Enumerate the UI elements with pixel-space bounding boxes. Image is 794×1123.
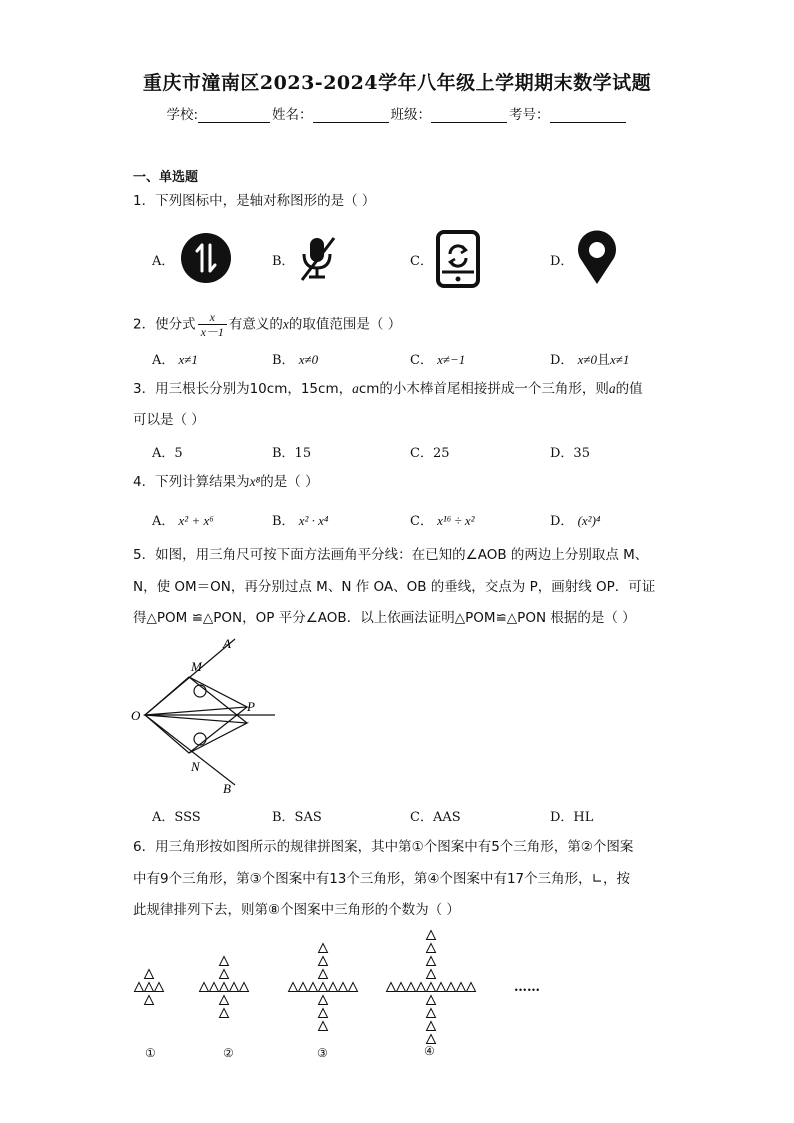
phone-sync-icon: [436, 230, 480, 288]
pattern-label-4: ④: [424, 1044, 435, 1058]
q1-option-c[interactable]: C．: [410, 254, 433, 269]
q5-option-a[interactable]: A．SSS: [152, 810, 201, 825]
q2-d-and: 且: [596, 353, 610, 368]
q2-c-value: x≠−1: [437, 352, 466, 367]
fig-label-o: O: [131, 708, 141, 723]
q4-d-value: (x²)⁴: [577, 513, 601, 528]
pattern-triangle: [319, 957, 328, 966]
q5-stem-line1: 5．如图，用三角尺可按下面方法画角平分线：在已知的∠AOB 的两边上分别取点 M、: [133, 547, 649, 563]
q2-stem-end: 的取值范围是（ ）: [288, 316, 402, 333]
q5-option-c[interactable]: C．AAS: [410, 810, 461, 825]
fig-label-p: P: [247, 699, 255, 714]
q4-stem: [133, 472, 673, 492]
q4-pre: 4．下列计算结果为: [133, 474, 250, 490]
q3-stem-line2: 可以是（ ）: [133, 412, 205, 428]
pattern-triangle: [427, 1035, 436, 1044]
name-label: 姓名：: [272, 107, 313, 123]
pattern-triangle: [220, 957, 229, 966]
pattern-triangle: [145, 983, 154, 992]
q4-option-c[interactable]: [410, 510, 475, 529]
section-heading: 一、单选题: [133, 170, 199, 185]
q2-a-label: A．: [152, 353, 175, 368]
q5-stem-line3: 得△POM ≌△PON，OP 平分∠AOB．以上依画法证明△POM≌△PON 根据的是（ ）: [133, 610, 636, 626]
q3-option-d[interactable]: D．35: [550, 446, 590, 461]
q4-c-label: C．: [410, 514, 433, 529]
q3-var-a: a: [352, 381, 359, 396]
q4-d-label: D．: [550, 514, 574, 529]
fig-label-b: B: [223, 781, 231, 796]
pattern-triangle: [427, 957, 436, 966]
pattern-triangle: [145, 996, 154, 1005]
angle-bisector-figure: [125, 635, 295, 797]
triangle-pattern-figure: [125, 925, 575, 1065]
class-label: 班级：: [390, 107, 432, 123]
pattern-triangle: [427, 1022, 436, 1031]
q4-c-value: x¹⁶ ÷ x²: [437, 513, 475, 528]
pattern-triangle: [319, 970, 328, 979]
q4-b-value: x² · x⁴: [298, 513, 329, 528]
q6-stem-line1: 6．用三角形按如图所示的规律拼图案，其中第①个图案中有5个三角形，第②个图案: [133, 839, 634, 855]
q4-option-a[interactable]: [152, 510, 214, 529]
pattern-label-1: ①: [145, 1046, 156, 1060]
pattern-label-3: ③: [317, 1046, 328, 1060]
map-pin-icon: [576, 230, 618, 286]
pattern-triangle: [427, 983, 436, 992]
exam-title: 重庆市潼南区2023-2024学年八年级上学期期末数学试题: [142, 72, 652, 94]
pattern-triangle: [220, 970, 229, 979]
pattern-triangle: [220, 983, 229, 992]
q2-b-value: x≠0: [298, 352, 319, 367]
q2-stem-pre: 2．使分式: [133, 316, 196, 333]
q4-b-label: B．: [272, 514, 295, 529]
q1-stem: 1．下列图标中，是轴对称图形的是（ ）: [133, 193, 376, 209]
q1-option-d[interactable]: D．: [550, 254, 574, 269]
pattern-triangle: [339, 983, 348, 992]
fraction-denominator: x－1: [200, 325, 224, 339]
q2-stem-post: 有意义的: [228, 316, 283, 333]
q3-pre: 3．用三根长分别为10cm，15cm，: [133, 381, 353, 397]
q3-stem-line1: [133, 379, 673, 399]
q4-a-value: x² + x⁶: [178, 513, 214, 528]
pattern-triangle: [427, 996, 436, 1005]
pattern-triangle: [319, 1009, 328, 1018]
q3-var-a2: a: [608, 381, 616, 396]
pattern-triangle: [289, 983, 298, 992]
pattern-triangle: [427, 931, 436, 940]
fig-label-n: N: [191, 759, 200, 774]
q2-d-label: D．: [550, 353, 574, 368]
q4-option-b[interactable]: [272, 510, 328, 529]
pattern-triangle: [319, 944, 328, 953]
q6-stem-line3: 此规律排列下去，则第⑧个图案中三角形的个数为（ ）: [133, 902, 460, 918]
q2-c-label: C．: [410, 353, 433, 368]
pattern-triangle: [155, 983, 164, 992]
q3-option-a[interactable]: A．5: [152, 446, 183, 461]
q3-end: 的值: [615, 381, 643, 397]
school-blank[interactable]: [198, 108, 270, 123]
q4-end: 的是（ ）: [260, 474, 319, 490]
pattern-triangle: [319, 996, 328, 1005]
q5-option-d[interactable]: D．HL: [550, 810, 594, 825]
student-info-row: [0, 103, 794, 123]
pattern-triangle: [427, 1009, 436, 1018]
q3-mid: cm的小木棒首尾相接拼成一个三角形，则: [358, 381, 609, 397]
q2-d-value2: x≠1: [610, 352, 630, 367]
pattern-triangle: [309, 983, 318, 992]
q5-option-b[interactable]: B．SAS: [272, 810, 322, 825]
pattern-triangle: [210, 983, 219, 992]
q2-stem: [133, 310, 673, 339]
q4-target: x⁸: [249, 474, 261, 489]
pattern-triangle: [387, 983, 396, 992]
q5-stem-line2: N，使 OM＝ON，再分别过点 M、N 作 OA、OB 的垂线，交点为 P，画射线 OP．可证: [133, 579, 656, 595]
pattern-triangle: [200, 983, 209, 992]
name-blank[interactable]: [313, 108, 389, 123]
q2-option-a[interactable]: [152, 349, 198, 368]
pattern-triangle: [230, 983, 239, 992]
pattern-continuation: ……: [514, 980, 540, 995]
pattern-triangle: [319, 983, 328, 992]
pattern-triangle: [349, 983, 358, 992]
q1-option-b[interactable]: B．: [272, 254, 295, 269]
fig-label-m: M: [191, 659, 202, 674]
pattern-triangle: [427, 944, 436, 953]
q2-a-value: x≠1: [178, 352, 198, 367]
q2-option-d[interactable]: [550, 349, 629, 368]
q2-var: x: [282, 316, 289, 332]
class-blank[interactable]: [431, 108, 507, 123]
pattern-triangle: [397, 983, 406, 992]
q2-option-b[interactable]: [272, 349, 318, 368]
pattern-triangle: [299, 983, 308, 992]
pattern-label-2: ②: [223, 1046, 234, 1060]
pattern-triangle: [240, 983, 249, 992]
pattern-triangle: [220, 996, 229, 1005]
pattern-triangle: [467, 983, 476, 992]
pattern-triangle: [437, 983, 446, 992]
q2-option-c[interactable]: [410, 349, 465, 368]
pattern-triangle: [417, 983, 426, 992]
q6-stem-line2: 中有9个三角形，第③个图案中有13个三角形，第④个图案中有17个三角形，∟，按: [133, 871, 630, 887]
pattern-triangle: [447, 983, 456, 992]
pattern-triangle: [220, 1009, 229, 1018]
pattern-triangle: [329, 983, 338, 992]
q2-d-value1: x≠0: [577, 352, 597, 367]
pattern-triangle: [145, 970, 154, 979]
q3-option-c[interactable]: C．25: [410, 446, 450, 461]
q3-option-b[interactable]: B．15: [272, 446, 312, 461]
fraction-numerator: x: [198, 310, 227, 325]
id-blank[interactable]: [550, 108, 626, 123]
pattern-triangle: [319, 1022, 328, 1031]
mic-off-icon: [298, 234, 338, 282]
pattern-triangle: [407, 983, 416, 992]
q4-option-d[interactable]: [550, 510, 600, 529]
arrows-circle-icon: [180, 232, 232, 284]
q1-option-a[interactable]: A．: [152, 254, 175, 269]
pattern-triangle: [135, 983, 144, 992]
fig-label-a: A: [223, 636, 231, 651]
q2-b-label: B．: [272, 353, 295, 368]
q4-a-label: A．: [152, 514, 175, 529]
q2-fraction: [198, 310, 227, 339]
pattern-triangle: [457, 983, 466, 992]
pattern-triangle: [427, 970, 436, 979]
id-label: 考号：: [509, 107, 550, 123]
school-label: 学校:: [166, 107, 199, 123]
